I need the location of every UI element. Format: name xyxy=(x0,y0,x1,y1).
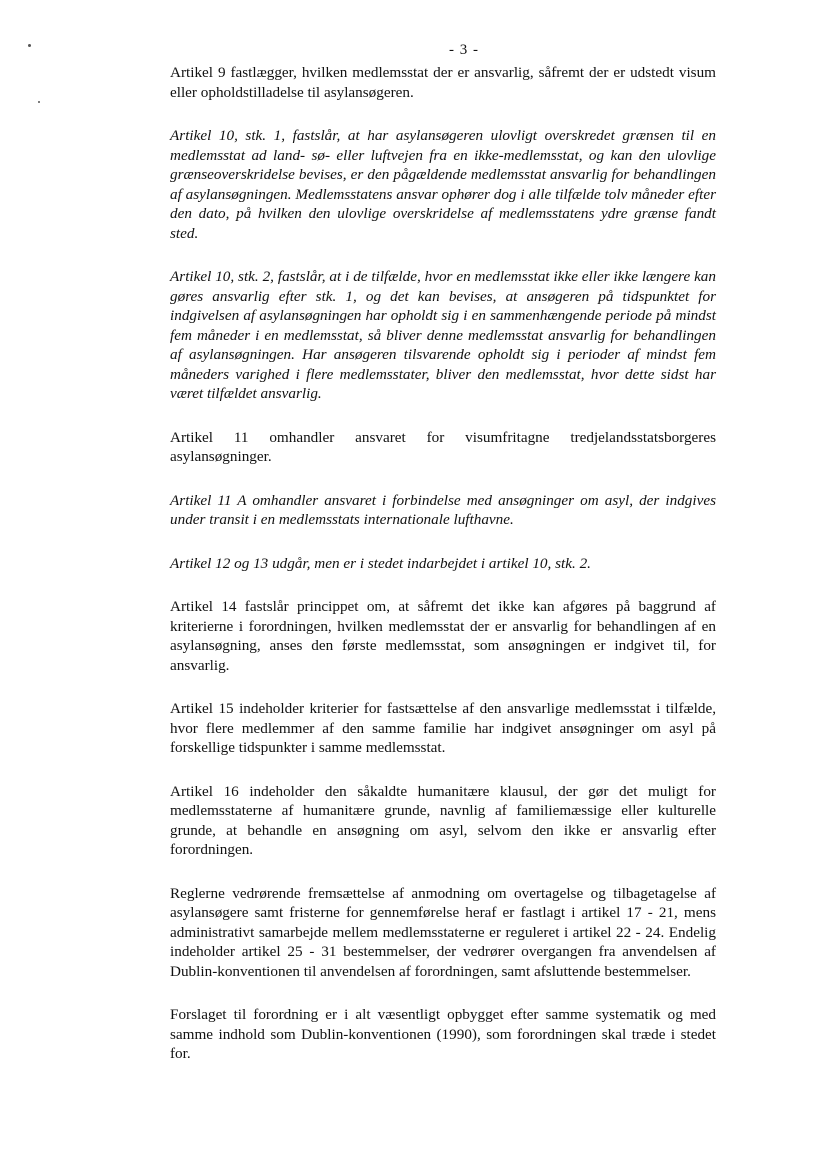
paragraph-artikel-14: Artikel 14 fastslår princippet om, at såfremt det ikke kan afgøres på baggrund af kriterierne i forordningen, hvilken medlemsstat der er ansvarlig for behandlingen af en asylansøgning, anses den første medlemsstat, som ansøgningen er indgivet til, for ansvarlig. xyxy=(170,598,716,674)
paragraph-forslaget: Forslaget til forordning er i alt væsentligt opbygget efter samme systematik og med samme indhold som Dublin-konventionen (1990), som forordningen skal træde i stedet for. xyxy=(170,1006,716,1062)
paragraph-artikel-15: Artikel 15 indeholder kriterier for fastsættelse af den ansvarlige medlemsstat i tilfælde, hvor flere medlemmer af den samme familie har indgivet ansøgninger om asyl på forskellige tidspunkter i samme medlemsstat. xyxy=(170,700,716,756)
paragraph-artikel-10-stk-1: Artikel 10, stk. 1, fastslår, at har asylansøgeren ulovligt overskredet grænsen til en medlemsstat ad land- sø- eller luftvejen fra en ikke-medlemsstat, og kan den ulovlige grænseoverskridelse bevises, er den pågældende medlemsstat ansvarlig for behandlingen af asylansøgningen. Medlemsstatens ansvar ophører dog i alle tilfælde tolv måneder efter den dato, på hvilken den ulovlige overskridelse af medlemsstatens ydre grænse fandt sted. xyxy=(170,127,716,242)
paragraph-artikel-10-stk-2: Artikel 10, stk. 2, fastslår, at i de tilfælde, hvor en medlemsstat ikke eller ikke længere kan gøres ansvarlig efter stk. 1, og det kan bevises, at ansøgeren på tidspunktet for indgivelsen af asylansøgningen har opholdt sig i en sammenhængende periode på mindst fem måneder i en medlemsstat, så bliver denne medlemsstat ansvarlig for behandlingen af asylansøgningen. Har ansøgeren tilsvarende opholdt sig i perioder af mindst fem måneders varighed i flere medlemsstater, bliver den medlemsstat, hvor dette sidst har været tilfældet ansvarlig. xyxy=(170,268,716,402)
paragraph-reglerne: Reglerne vedrørende fremsættelse af anmodning om overtagelse og tilbagetagelse af asylansøgere samt fristerne for gennemførelse heraf er fastlagt i artikel 17 - 21, mens administrativt samarbejde mellem medlemsstaterne er reguleret i artikel 22 - 24. Endelig indeholder artikel 25 - 31 bestemmelser, der vedrører overgangen fra anvendelsen af Dublin-konventionen til anvendelsen af forordningen, samt afsluttende bestemmelser. xyxy=(170,884,716,980)
scan-speck xyxy=(38,101,40,103)
scan-speck xyxy=(28,44,31,47)
paragraph-artikel-11-a: Artikel 11 A omhandler ansvaret i forbindelse med ansøgninger om asyl, der indgives under transit i en medlemsstats internationale lufthavne. xyxy=(170,491,716,528)
page-number: - 3 - xyxy=(449,42,479,58)
paragraph-artikel-16: Artikel 16 indeholder den såkaldte humanitære klausul, der gør det muligt for medlemsstaterne af humanitære grunde, navnlig af familiemæssige eller kulturelle grunde, at behandle en ansøgning om asyl, selvom den ikke er ansvarlig efter forordningen. xyxy=(170,782,716,858)
paragraph-artikel-11: Artikel 11 omhandler ansvaret for visumfritagne tredjelandsstatsborgeres asylansøgninger. xyxy=(170,428,716,465)
paragraph-artikel-9: Artikel 9 fastlægger, hvilken medlemsstat der er ansvarlig, såfremt der er udstedt visum eller opholdstilladelse til asylansøgeren. xyxy=(170,64,716,101)
paragraph-artikel-12-13: Artikel 12 og 13 udgår, men er i stedet indarbejdet i artikel 10, stk. 2. xyxy=(170,554,591,572)
document-body xyxy=(170,63,716,1088)
